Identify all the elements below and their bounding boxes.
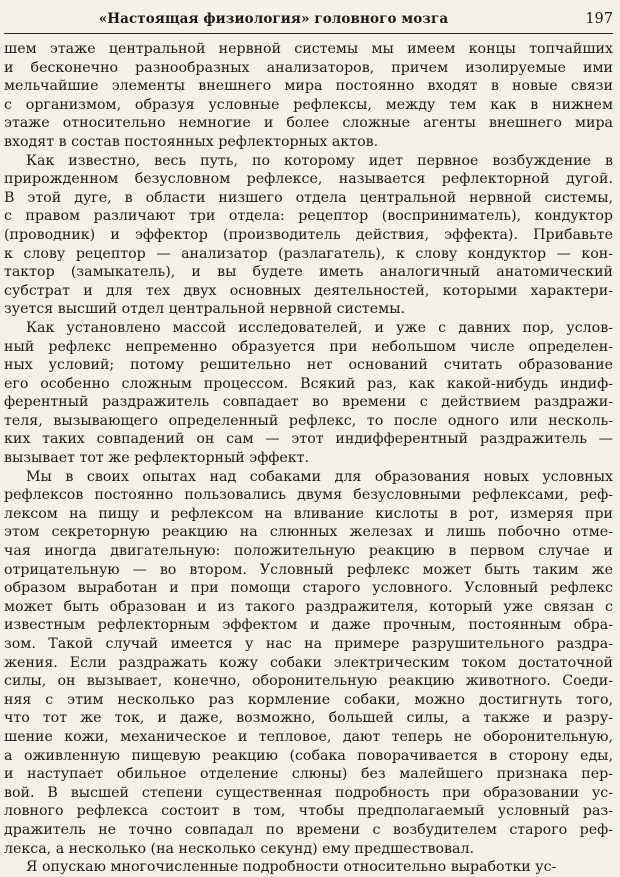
running-title: «Настоящая физиология» головного мозга xyxy=(98,11,449,27)
text-line: няя с этим несколько раз кормление собаки, можно достигнуть того, xyxy=(4,691,613,708)
paragraph xyxy=(4,468,613,858)
text-line: тактор (замыкатель), и вы будете иметь аналогичный анатомический xyxy=(4,264,613,281)
text-line: лексом на пищу и рефлексом на вливание кислоты в рот, измеряя при xyxy=(4,505,613,522)
text-line: к слову рецептор — анализатор (разлагатель), к слову кондуктор — кон- xyxy=(4,245,613,262)
text-line: Как установлено массой исследователей, и уже с давних пор, услов- xyxy=(26,319,613,336)
text-line: прирожденном безусловном рефлексе, называется рефлекторной дугой. xyxy=(4,171,613,188)
text-line: чая иногда двигательную: положительную реакцию в первом случае и xyxy=(4,543,613,560)
text-line: (проводник) и эффектор (производитель действия, эффекта). Прибавьте xyxy=(4,226,613,243)
paragraph xyxy=(4,319,613,468)
text-line: В этой дуге, в области низшего отдела центральной нервной системы, xyxy=(4,189,613,206)
text-line: входят в состав постоянных рефлекторных актов. xyxy=(4,133,379,150)
text-line: вызывает тот же рефлекторный эффект. xyxy=(4,450,310,467)
text-line: этом секреторную реакцию на слюнных железах и лишь побочно отме- xyxy=(4,524,613,541)
text-line: силы, он вызывает, конечно, оборонительную реакцию животного. Соеди- xyxy=(4,673,613,690)
paragraph xyxy=(4,40,613,152)
text-line: зом. Такой случай имеется у нас на примере разрушительного раздра- xyxy=(4,636,613,652)
page-number: 197 xyxy=(585,11,613,27)
text-line: может быть образован и из такого раздражителя, который уже связан с xyxy=(4,598,613,615)
text-line: Я опускаю многочисленные подробности относительно выработки ус- xyxy=(26,859,557,876)
text-line: что тот же ток, и даже, возможно, большей силы, а также и разру- xyxy=(4,710,613,727)
body-text xyxy=(4,34,613,877)
text-line: а оживленную пищевую реакцию (собака поворачивается в сторону еды, xyxy=(4,747,613,764)
text-line: теля, вызывающего определенный рефлекс, то после одного или несколь- xyxy=(4,412,613,429)
text-line: ных условий; потому решительно нет оснований считать образование xyxy=(4,357,613,374)
text-line: с правом различают три отдела: рецептор (восприниматель), кондуктор xyxy=(4,208,613,225)
text-line: Как известно, весь путь, по которому идет первное возбуждение в xyxy=(26,152,613,169)
page-header xyxy=(4,0,613,34)
text-line: и бесконечно разнообразных анализаторов, причем изолируемые ими xyxy=(4,59,613,76)
text-line: рефлексов постоянно пользовались двумя безусловными рефлексами, реф- xyxy=(4,487,613,504)
text-line: известным рефлекторным эффектом и даже прочным, постоянным обра- xyxy=(4,617,613,634)
text-line: субстрат и для тех двух основных деятельностей, которыми характери- xyxy=(4,282,613,299)
text-line: ный рефлекс непременно образуется при небольшом числе определен- xyxy=(4,338,613,355)
text-line: этаже относительно немногие и более сложные агенты внешнего мира xyxy=(4,115,613,132)
text-line: вой. В высшей степени существенная подробность при образовании ус- xyxy=(4,784,613,801)
text-line: дражитель не точно совпадал по времени с возбудителем старого реф- xyxy=(4,821,613,838)
text-line: его особенно сложным процессом. Всякий раз, как какой-нибудь индиф- xyxy=(4,375,613,392)
text-line: ловного рефлекса состоит в том, чтобы предполагаемый условный раз- xyxy=(4,803,613,820)
text-line: лекса, а несколько (на несколько секунд) ему предшествовал. xyxy=(4,840,474,857)
text-line: образом выработан и при помощи старого условного. Условный рефлекс xyxy=(4,580,613,597)
text-line: шем этаже центральной нервной системы мы имеем концы топчайших xyxy=(4,41,613,57)
paragraph xyxy=(4,152,613,319)
text-line: отрицательную — во втором. Условный рефлекс может быть таким же xyxy=(4,561,613,578)
text-line: жения. Если раздражать кожу собаки электрическим током достаточной xyxy=(4,654,613,671)
text-line: с организмом, образуя условные рефлексы, между тем как в нижнем xyxy=(4,96,613,113)
text-line: шение кожи, механическое и тепловое, дают теперь не оборонительную, xyxy=(4,728,613,745)
text-line: мельчайшие элементы внешнего мира постоянно входят в новые связи xyxy=(4,78,613,95)
text-line: ких таких совпадений он сам — этот индифферентный раздражитель — xyxy=(4,431,613,448)
paragraph xyxy=(4,858,613,877)
text-line: и наступает обильное отделение слюны) без малейшего признака пер- xyxy=(4,766,613,783)
text-line: ферентный раздражитель совпадает во времени с действием раздражи- xyxy=(4,394,613,411)
text-line: зуется высший отдел центральной нервной системы. xyxy=(4,301,405,318)
text-line: Мы в своих опытах над собаками для образования новых условных xyxy=(26,468,613,485)
